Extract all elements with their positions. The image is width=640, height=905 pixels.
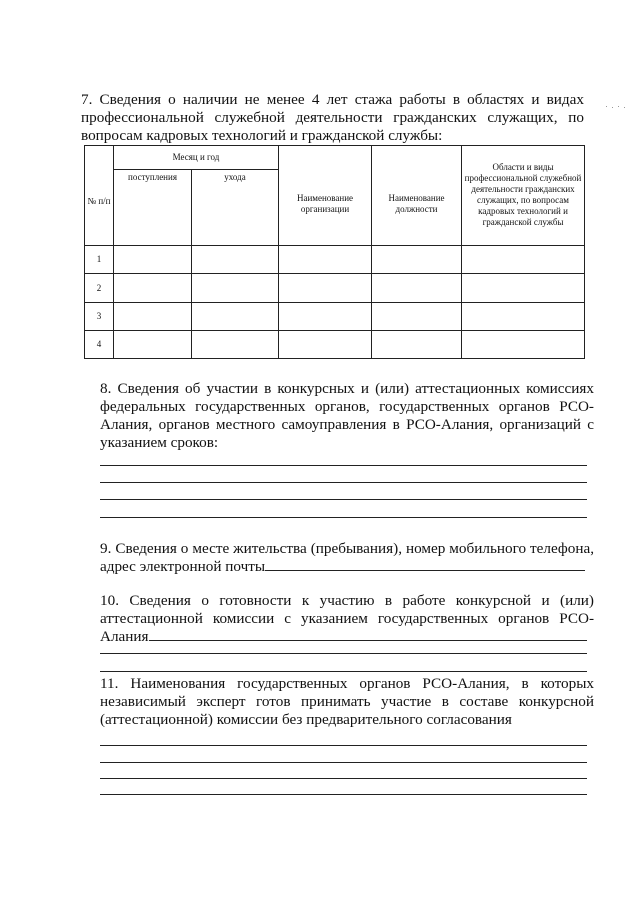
cell-end[interactable] (192, 246, 279, 274)
header-start: поступления (114, 170, 192, 246)
header-areas (462, 146, 585, 246)
cell-areas[interactable] (462, 274, 585, 303)
section-8-fill-line[interactable] (100, 465, 587, 466)
header-month-year: Месяц и год (114, 146, 279, 170)
section-10-fill-line[interactable] (149, 640, 587, 641)
experience-table (84, 145, 585, 359)
scan-speck (612, 107, 613, 108)
cell-organization[interactable] (279, 274, 372, 303)
scan-speck (606, 106, 607, 107)
header-position (372, 146, 462, 246)
cell-start[interactable] (114, 246, 192, 274)
header-num-label: № п/п (87, 196, 111, 206)
cell-organization[interactable] (279, 246, 372, 274)
cell-end[interactable] (192, 274, 279, 303)
section-11-fill-line[interactable] (100, 762, 587, 763)
section-8-fill-line[interactable] (100, 499, 587, 500)
table-row (85, 331, 585, 359)
section-8-text: 8. Сведения об участии в конкурсных и (или) аттестационных комиссиях федеральных государственных органов, государственных органов РСО-Алания, органов местного самоуправления в РСО-Алания, организаций с указанием сроков: (100, 380, 594, 451)
row-number: 1 (85, 246, 114, 274)
scan-speck (624, 107, 625, 108)
cell-organization[interactable] (279, 303, 372, 331)
cell-position[interactable] (372, 303, 462, 331)
cell-position[interactable] (372, 331, 462, 359)
section-7-text: 7. Сведения о наличии не менее 4 лет стажа работы в областях и видах профессиональной служебной деятельности гражданских служащих, по вопросам кадровых технологий и гражданской службы: (81, 91, 584, 144)
section-9-fill-line[interactable] (265, 570, 585, 571)
table-row (85, 274, 585, 303)
table-row (85, 303, 585, 331)
row-number: 2 (85, 274, 114, 303)
section-9-label: 9. Сведения о месте жительства (пребывания), номер мобильного телефона, адрес электронной почты (100, 540, 594, 575)
cell-start[interactable] (114, 303, 192, 331)
section-10-fill-line[interactable] (100, 653, 587, 654)
section-10-label: 10. Сведения о готовности к участию в работе конкурсной и (или) аттестационной комиссии с указанием государственных органов РСО-Алания (100, 592, 594, 645)
section-8-fill-line[interactable] (100, 482, 587, 483)
header-position-label: Наименование должности (388, 192, 445, 214)
header-areas-label: Области и виды профессиональной служебной деятельности гражданских служащих, по вопросам кадровых технологий и гражданской службы (464, 161, 582, 227)
cell-end[interactable] (192, 331, 279, 359)
section-11-fill-line[interactable] (100, 745, 587, 746)
section-11-text: 11. Наименования государственных органов РСО-Алания, в которых независимый эксперт готов принимать участие в составе конкурсной (аттестационной) комиссии без предварительного согласования (100, 675, 594, 728)
scan-speck (618, 106, 619, 107)
header-end: ухода (192, 170, 279, 246)
header-organization-label: Наименование организации (296, 192, 354, 214)
section-10-text (100, 592, 594, 646)
cell-start[interactable] (114, 331, 192, 359)
cell-areas[interactable] (462, 246, 585, 274)
header-organization (279, 146, 372, 246)
cell-organization[interactable] (279, 331, 372, 359)
section-11-fill-line[interactable] (100, 778, 587, 779)
section-9-text (100, 540, 594, 576)
table-row (85, 246, 585, 274)
cell-position[interactable] (372, 246, 462, 274)
row-number: 3 (85, 303, 114, 331)
cell-start[interactable] (114, 274, 192, 303)
section-11-fill-line[interactable] (100, 794, 587, 795)
row-number: 4 (85, 331, 114, 359)
cell-position[interactable] (372, 274, 462, 303)
cell-areas[interactable] (462, 331, 585, 359)
section-8-fill-line[interactable] (100, 517, 587, 518)
header-num (85, 146, 114, 246)
cell-end[interactable] (192, 303, 279, 331)
section-10-fill-line[interactable] (100, 671, 587, 672)
cell-areas[interactable] (462, 303, 585, 331)
